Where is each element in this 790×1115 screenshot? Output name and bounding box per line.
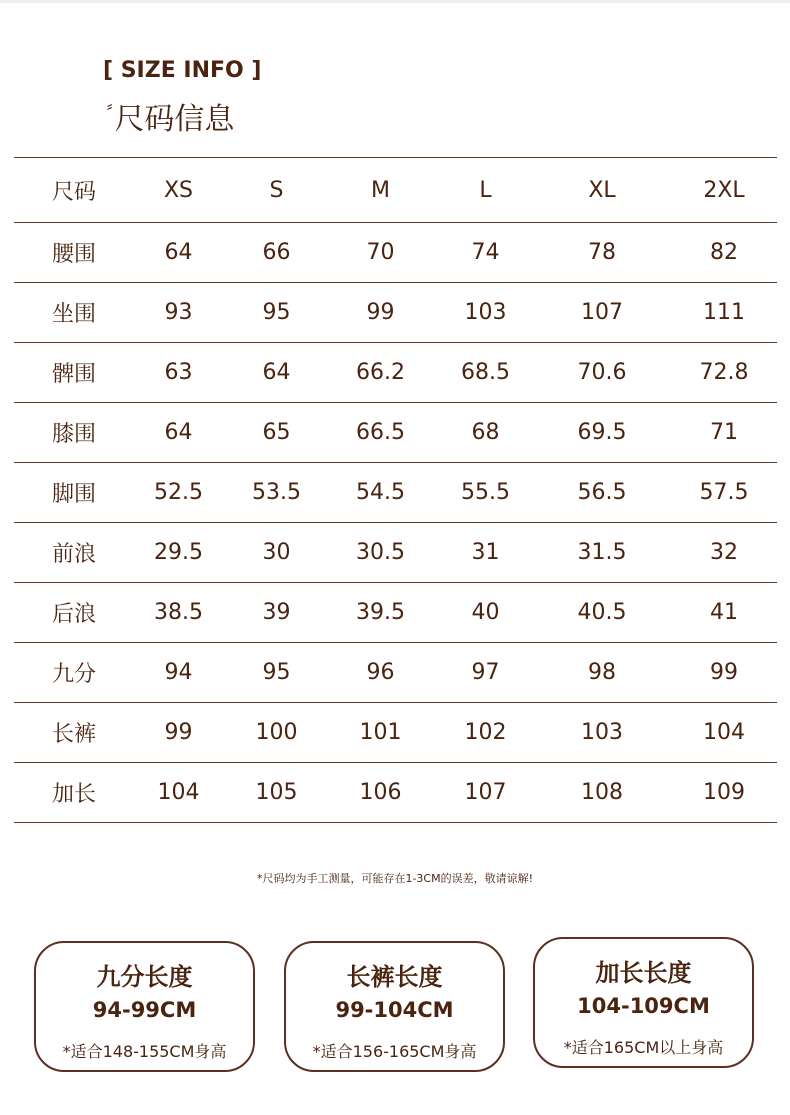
row-label: 前浪 xyxy=(14,523,127,583)
length-card-long xyxy=(533,937,754,1068)
table-cell: 65 xyxy=(230,403,323,463)
card-fit: *适合156-165CM身高 xyxy=(312,1042,477,1061)
row-label: 腰围 xyxy=(14,223,127,283)
card-title: 九分长度 xyxy=(96,963,193,991)
table-cell: 70 xyxy=(323,223,438,283)
table-cell: 107 xyxy=(438,763,533,823)
header-cell: S xyxy=(230,158,323,223)
table-cell: 96 xyxy=(323,643,438,703)
subheading-text: 尺码信息 xyxy=(114,102,235,137)
table-cell: 55.5 xyxy=(438,463,533,523)
table-cell: 41 xyxy=(671,583,777,643)
table-row xyxy=(14,703,777,763)
card-range: 104-109CM xyxy=(577,994,710,1018)
table-cell: 97 xyxy=(438,643,533,703)
table-cell: 64 xyxy=(230,343,323,403)
top-divider xyxy=(0,0,790,3)
table-cell: 31 xyxy=(438,523,533,583)
header-cell: 尺码 xyxy=(14,158,127,223)
table-row xyxy=(14,223,777,283)
table-cell: 82 xyxy=(671,223,777,283)
table-cell: 71 xyxy=(671,403,777,463)
row-label: 加长 xyxy=(14,763,127,823)
table-cell: 102 xyxy=(438,703,533,763)
card-fit: *适合165CM以上身高 xyxy=(563,1038,724,1057)
table-cell: 52.5 xyxy=(127,463,230,523)
row-label: 长裤 xyxy=(14,703,127,763)
card-title: 加长长度 xyxy=(595,959,692,987)
table-cell: 40.5 xyxy=(533,583,671,643)
table-cell: 95 xyxy=(230,643,323,703)
header-cell: 2XL xyxy=(671,158,777,223)
card-title: 长裤长度 xyxy=(346,963,443,991)
table-row xyxy=(14,643,777,703)
size-chart-table xyxy=(14,157,777,823)
table-cell: 106 xyxy=(323,763,438,823)
table-cell: 56.5 xyxy=(533,463,671,523)
table-cell: 107 xyxy=(533,283,671,343)
table-row xyxy=(14,343,777,403)
table-cell: 57.5 xyxy=(671,463,777,523)
table-cell: 32 xyxy=(671,523,777,583)
table-cell: 38.5 xyxy=(127,583,230,643)
size-info-heading: [ SIZE INFO ] xyxy=(103,58,262,83)
table-cell: 111 xyxy=(671,283,777,343)
card-range: 94-99CM xyxy=(92,998,197,1022)
header-cell: XL xyxy=(533,158,671,223)
table-cell: 108 xyxy=(533,763,671,823)
table-cell: 66.2 xyxy=(323,343,438,403)
row-label: 坐围 xyxy=(14,283,127,343)
table-cell: 105 xyxy=(230,763,323,823)
card-range: 99-104CM xyxy=(335,998,454,1022)
row-label: 膝围 xyxy=(14,403,127,463)
table-cell: 66.5 xyxy=(323,403,438,463)
table-cell: 29.5 xyxy=(127,523,230,583)
table-cell: 64 xyxy=(127,403,230,463)
table-row xyxy=(14,763,777,823)
table-cell: 100 xyxy=(230,703,323,763)
table-cell: 99 xyxy=(671,643,777,703)
table-cell: 68 xyxy=(438,403,533,463)
table-cell: 64 xyxy=(127,223,230,283)
row-label: 后浪 xyxy=(14,583,127,643)
table-body xyxy=(14,223,777,823)
row-label: 脚围 xyxy=(14,463,127,523)
table-cell: 74 xyxy=(438,223,533,283)
table-cell: 98 xyxy=(533,643,671,703)
table-row xyxy=(14,283,777,343)
table-cell: 63 xyxy=(127,343,230,403)
table-row xyxy=(14,463,777,523)
table-cell: 30.5 xyxy=(323,523,438,583)
table-cell: 31.5 xyxy=(533,523,671,583)
length-card-regular xyxy=(284,941,505,1072)
table-cell: 99 xyxy=(127,703,230,763)
table-cell: 93 xyxy=(127,283,230,343)
header-cell: L xyxy=(438,158,533,223)
table-cell: 103 xyxy=(438,283,533,343)
header-cell: XS xyxy=(127,158,230,223)
header-cell: M xyxy=(323,158,438,223)
card-fit: *适合148-155CM身高 xyxy=(62,1042,227,1061)
table-cell: 40 xyxy=(438,583,533,643)
table-cell: 70.6 xyxy=(533,343,671,403)
row-label: 九分 xyxy=(14,643,127,703)
table-cell: 39.5 xyxy=(323,583,438,643)
table-cell: 53.5 xyxy=(230,463,323,523)
size-info-subheading xyxy=(107,94,234,138)
table-row xyxy=(14,403,777,463)
table-cell: 99 xyxy=(323,283,438,343)
table-cell: 94 xyxy=(127,643,230,703)
table-row xyxy=(14,523,777,583)
table-cell: 39 xyxy=(230,583,323,643)
table-cell: 95 xyxy=(230,283,323,343)
row-label: 髀围 xyxy=(14,343,127,403)
tick-mark-icon: ⸗ xyxy=(107,96,113,115)
length-card-cropped xyxy=(34,941,255,1072)
table-cell: 69.5 xyxy=(533,403,671,463)
table-cell: 109 xyxy=(671,763,777,823)
table-cell: 54.5 xyxy=(323,463,438,523)
table-cell: 66 xyxy=(230,223,323,283)
table-cell: 68.5 xyxy=(438,343,533,403)
table-row xyxy=(14,583,777,643)
table-cell: 101 xyxy=(323,703,438,763)
table-cell: 103 xyxy=(533,703,671,763)
table-cell: 72.8 xyxy=(671,343,777,403)
table-header-row xyxy=(14,158,777,223)
table-cell: 30 xyxy=(230,523,323,583)
table-cell: 104 xyxy=(127,763,230,823)
table-cell: 104 xyxy=(671,703,777,763)
table-cell: 78 xyxy=(533,223,671,283)
measurement-note: *尺码均为手工测量，可能存在1-3CM的误差，敬请谅解! xyxy=(256,872,534,885)
